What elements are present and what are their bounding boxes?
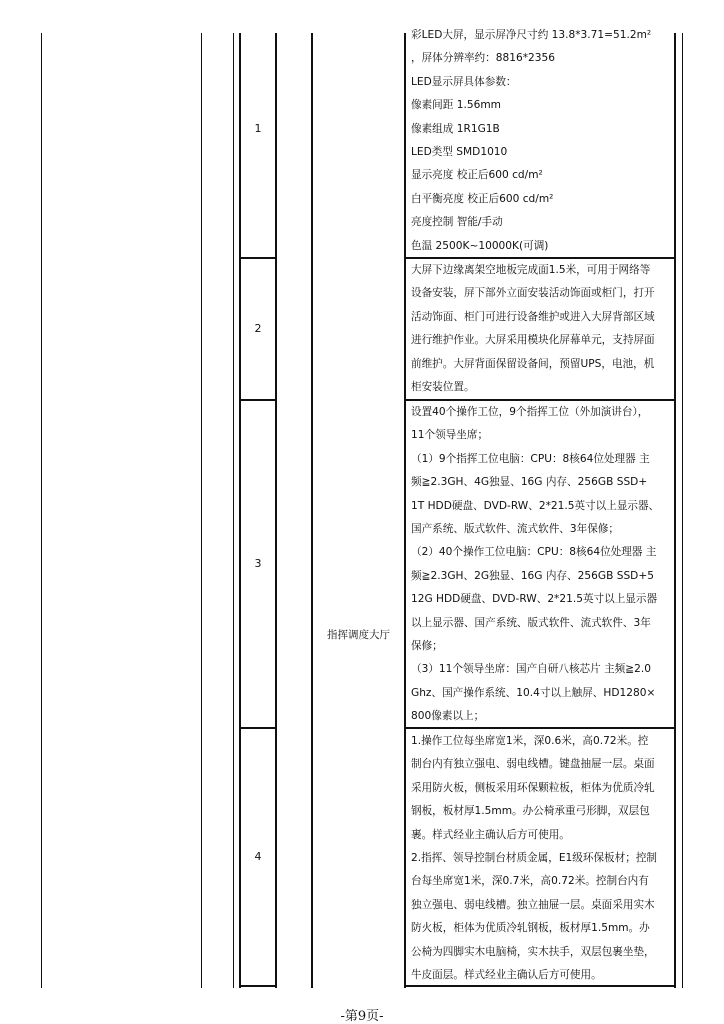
location-label: 指挥调度大厅: [327, 629, 390, 641]
table-border: [311, 33, 313, 988]
description-line: 牛皮面层。样式经业主确认后方可使用。: [411, 968, 602, 981]
row-description: [411, 730, 675, 987]
description-line: 柜安装位置。: [411, 380, 475, 393]
description-line: 亮度控制 智能/手动: [411, 216, 503, 229]
description-line: LED显示屏具体参数：: [411, 75, 517, 88]
description-line: 色温 2500K~10000K(可调): [411, 239, 549, 252]
table-border: [404, 33, 406, 988]
description-line: 制台内有独立强电、弱电线槽。键盘抽屉一层。桌面: [411, 758, 655, 771]
row-number: 1: [254, 122, 262, 135]
table-border: [275, 33, 277, 988]
description-line: 白平衡亮度 校正后600 cd/m²: [411, 192, 554, 205]
description-line: 保修；: [411, 639, 443, 652]
description-line: 以上显示器、国产系统、版式软件、流式软件、3年: [411, 616, 651, 629]
description-line: 台每坐席宽1米，深0.7米，高0.72米。控制台内有: [411, 875, 649, 888]
description-line: 彩LED大屏，显示屏净尺寸约 13.8*3.71=51.2m²: [411, 29, 652, 41]
table-border: [201, 33, 202, 988]
row-number: 2: [254, 322, 262, 335]
row-description: [411, 24, 675, 258]
description-line: 频≧2.3GH、2G独显、16G 内存、256GB SSD+5: [411, 569, 654, 582]
description-line: 12G HDD硬盘、DVD-RW、2*21.5英寸以上显示器: [411, 593, 658, 606]
description-line: 钢板，板材厚1.5mm。办公椅承重弓形脚，双层包: [411, 805, 650, 818]
description-line: 1T HDD硬盘、DVD-RW、2*21.5英寸以上显示器、: [411, 499, 660, 512]
row-divider: [239, 399, 277, 401]
description-line: （3）11个领导坐席：国产自研八核芯片 主频≧2.0: [411, 663, 651, 676]
row-divider: [239, 257, 277, 259]
page-number: -第9页-: [340, 1009, 384, 1024]
description-line: 公椅为四脚实木电脑椅，实木扶手，双层包裹坐垫，: [411, 945, 655, 958]
table-border: [682, 33, 683, 988]
description-line: 11个领导坐席；: [411, 429, 489, 442]
description-line: 800像素以上；: [411, 710, 485, 723]
description-line: 设备安装，屏下部外立面安装活动饰面或柜门，打开: [411, 287, 655, 300]
row-divider: [239, 985, 277, 987]
table-border: [41, 33, 42, 988]
description-line: ，屏体分辨率约：8816*2356: [411, 52, 555, 65]
description-line: （2）40个操作工位电脑：CPU：8核64位处理器 主: [411, 546, 657, 559]
description-line: 防火板，柜体为优质冷轧钢板，板材厚1.5mm。办: [411, 922, 650, 935]
description-line: 裹。样式经业主确认后方可使用。: [411, 828, 570, 841]
description-line: 像素间距 1.56mm: [411, 99, 501, 112]
description-line: 1.操作工位每坐席宽1米，深0.6米，高0.72米。控: [411, 735, 649, 747]
row-description: [411, 259, 675, 399]
description-line: 2.指挥、领导控制台材质金属，E1级环保板材；控制: [411, 851, 658, 864]
row-divider: [239, 727, 277, 729]
description-line: 活动饰面、柜门可进行设备维护或进入大屏背部区域: [411, 310, 655, 323]
description-line: Ghz、国产操作系统、10.4寸以上触屏、HD1280×: [411, 686, 656, 699]
description-line: LED类型 SMD1010: [411, 145, 508, 158]
description-line: 频≧2.3GH、4G独显、16G 内存、256GB SSD+: [411, 476, 648, 489]
row-number: 3: [254, 557, 262, 570]
description-line: （1）9个指挥工位电脑：CPU：8核64位处理器 主: [411, 452, 650, 465]
description-line: 进行维护作业。大屏采用模块化屏幕单元，支持屏面: [411, 334, 655, 347]
table-border: [239, 33, 241, 988]
description-line: 国产系统、版式软件、流式软件、3年保修；: [411, 522, 620, 535]
description-line: 独立强电、弱电线槽。独立抽屉一层。桌面采用实木: [411, 898, 655, 911]
table-border: [233, 33, 234, 988]
row-number: 4: [254, 850, 262, 863]
description-line: 大屏下边缘离架空地板完成面1.5米，可用于网络等: [411, 264, 651, 276]
description-line: 前维护。大屏背面保留设备间，预留UPS，电池，机: [411, 357, 655, 370]
description-line: 像素组成 1R1G1B: [411, 122, 500, 135]
description-line: 显示亮度 校正后600 cd/m²: [411, 169, 543, 182]
description-line: 设置40个操作工位，9个指挥工位（外加演讲台），: [411, 406, 649, 418]
row-description: [411, 401, 675, 728]
description-line: 采用防火板，侧板采用环保颗粒板，柜体为优质冷轧: [411, 781, 655, 794]
